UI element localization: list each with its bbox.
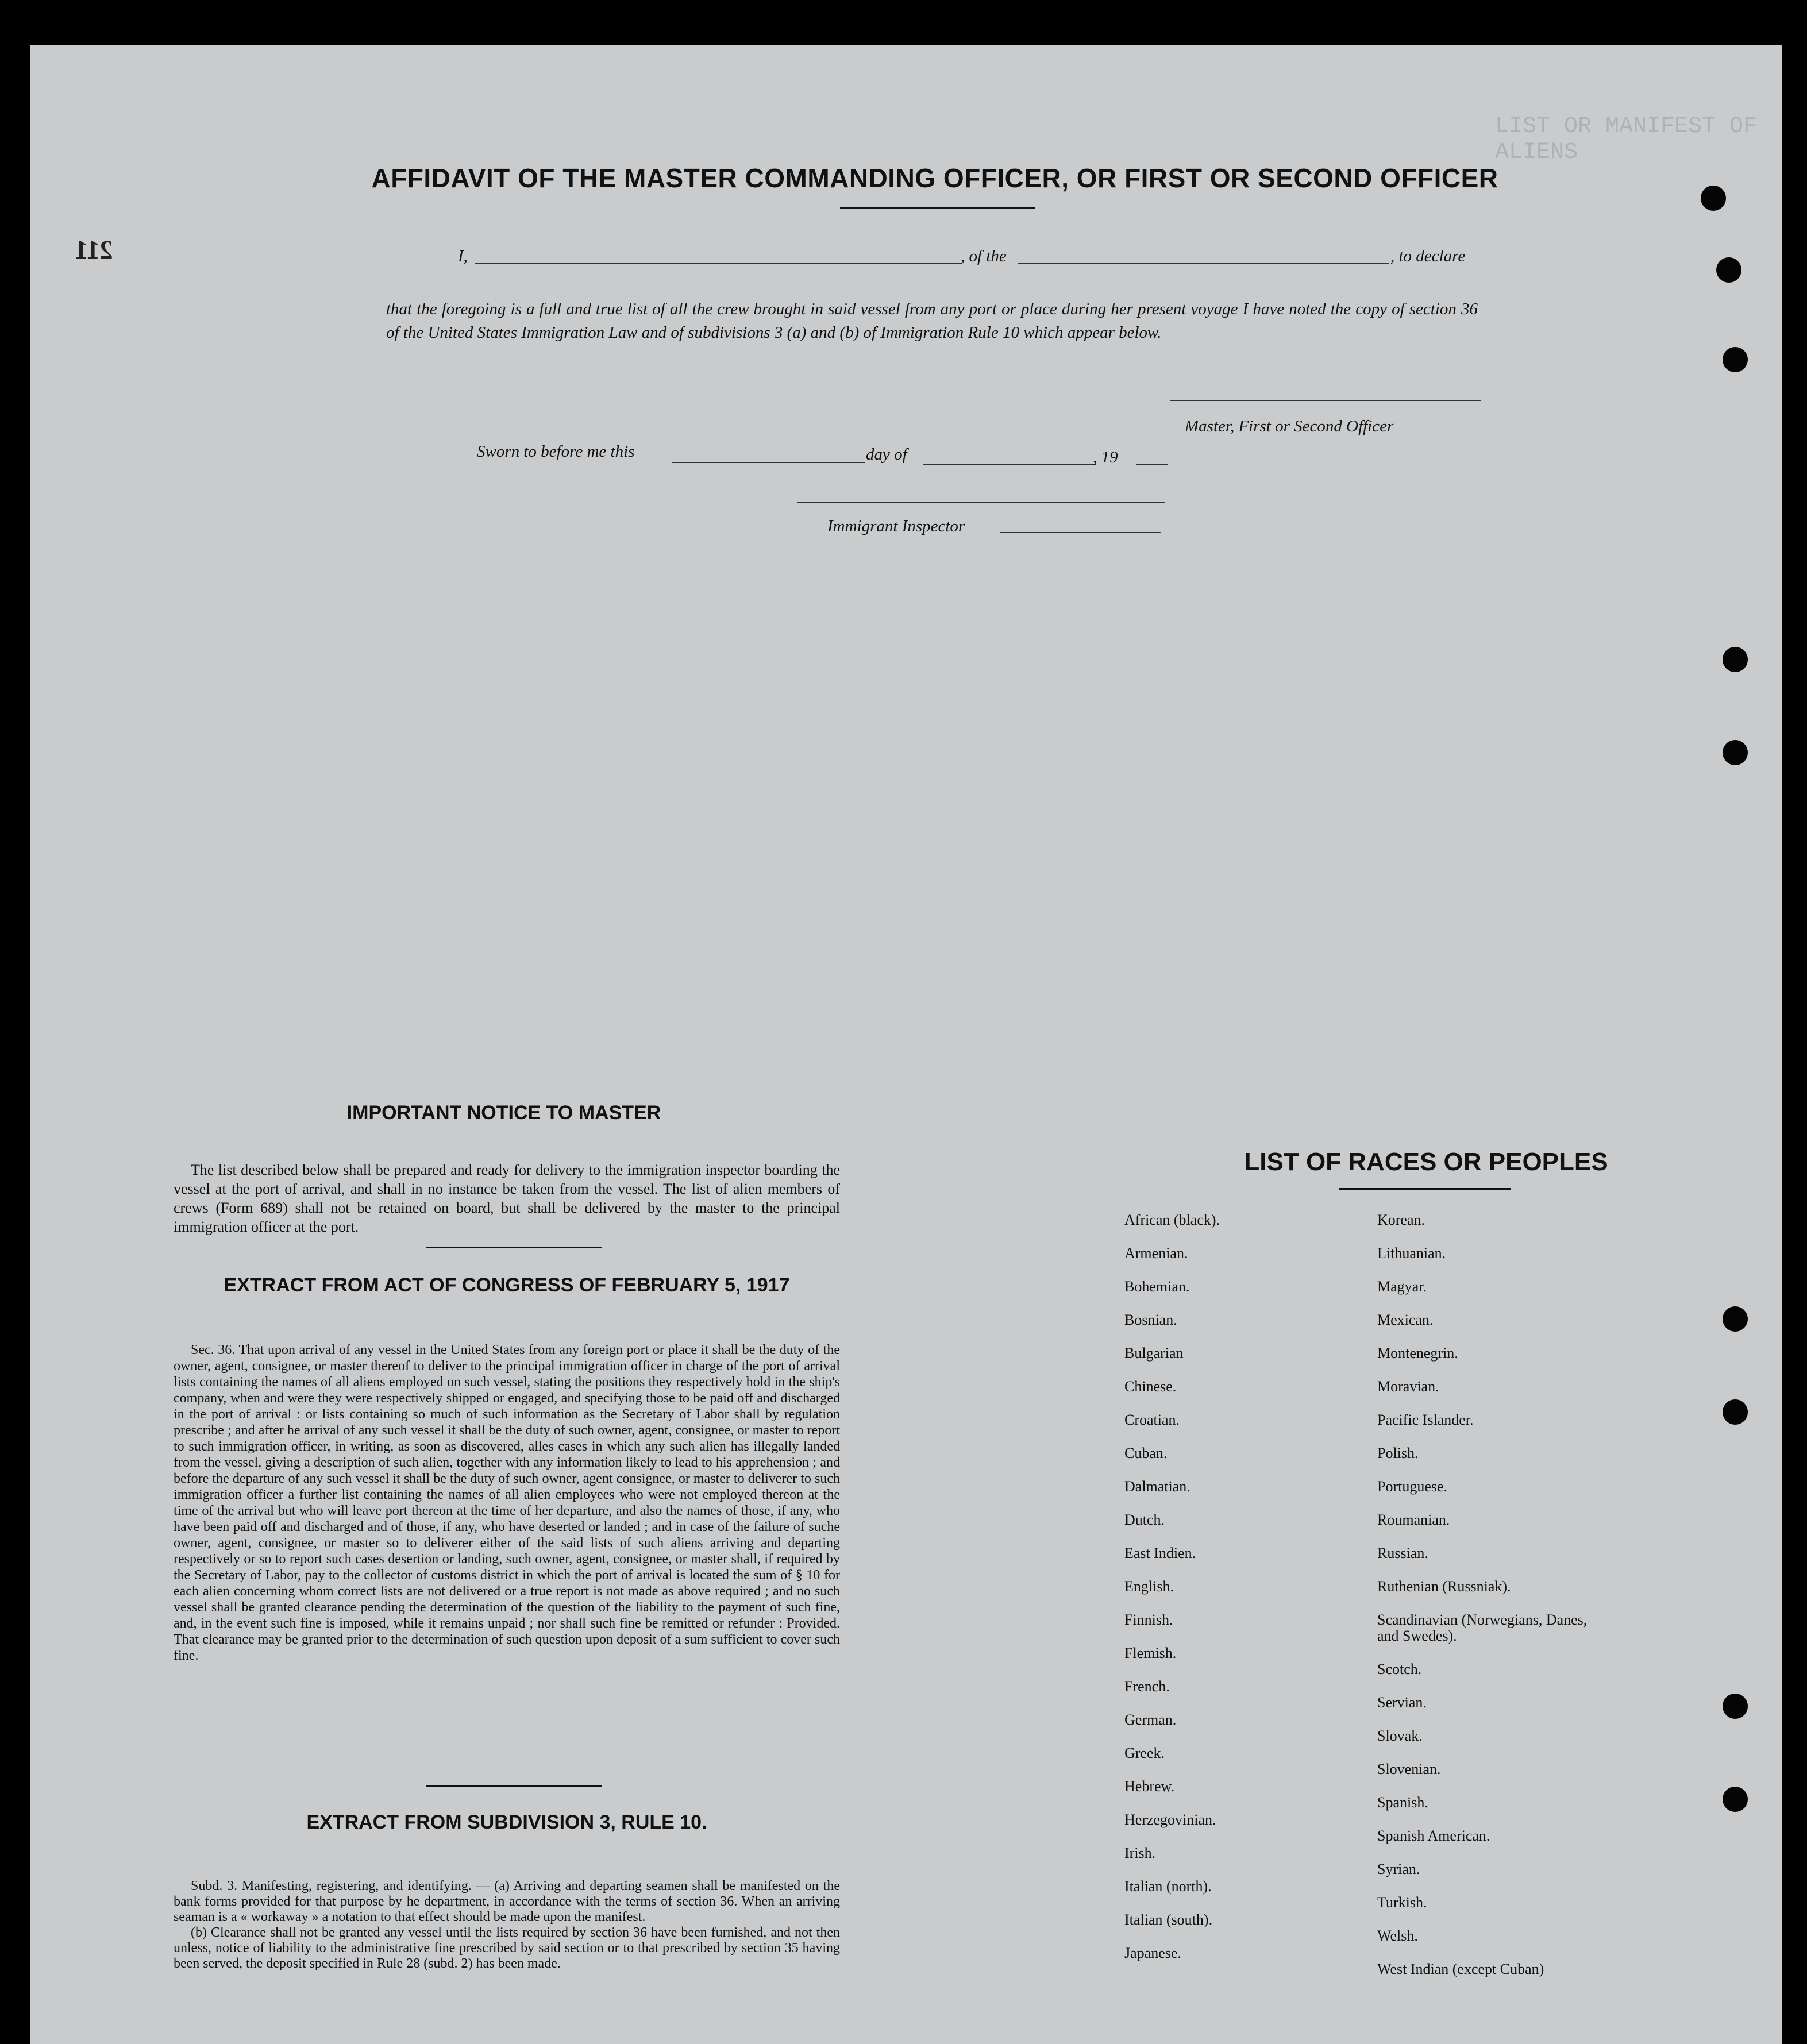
race-item: Irish. [1124,1845,1156,1861]
day-of-label: day of [866,445,907,464]
binder-hole [1723,1787,1748,1812]
race-item: Flemish. [1124,1645,1177,1661]
race-item: Finnish. [1124,1611,1173,1628]
rule-paragraph-b: (b) Clearance shall not be granted any vessel until the lists required by section 36 have been furnished, and not then unless, notice of liability to the administrative fine prescribed by said section or to that prescribed by section 35 having been served, the deposit specified in Rule 28 (subd. 2) has been made. [174,1925,840,1971]
rule-text [174,1879,840,1972]
race-item: Turkish. [1377,1894,1427,1911]
binder-hole [1723,740,1748,765]
race-item: Moravian. [1377,1378,1439,1395]
race-item: German. [1124,1711,1177,1728]
race-item: Mexican. [1377,1312,1434,1328]
race-item: Ruthenian (Russniak). [1377,1578,1511,1595]
race-item: West Indian (except Cuban) [1377,1961,1544,1977]
race-item: Roumanian. [1377,1511,1450,1528]
races-heading: LIST OF RACES OR PEOPLES [1244,1148,1608,1176]
race-item: Magyar. [1377,1278,1427,1295]
affidavit-body: that the foregoing is a full and true list of all the crew brought in said vessel from any port or place during her present voyage I have noted the copy of section 36 of the United States Immigration Law and of subdivisions 3 (a) and (b) of Immigration Rule 10 which appear below. [386,300,1478,342]
race-item: Korean. [1377,1212,1425,1228]
inspector-label: Immigrant Inspector [827,517,965,535]
inspector-name-field[interactable] [1000,532,1161,533]
inspector-signature-field[interactable] [797,502,1165,503]
race-item: French. [1124,1678,1170,1695]
bleed-through-text: LIST OR MANIFEST OF ALIENS [1495,114,1758,165]
rule-paragraph-a: Subd. 3. Manifesting, registering, and identifying. — (a) Arriving and departing seamen shall be manifested on the bank forms provided for that purpose by he department, in accordance with the terms of section 36. When an arriving seaman is a « workaway » a notation to that effect should be made upon the manifest. [174,1879,840,1925]
name-field[interactable] [475,263,961,264]
race-item: Bosnian. [1124,1312,1177,1328]
race-item: Hebrew. [1124,1778,1175,1795]
vessel-field[interactable] [1018,263,1389,264]
race-item: Italian (north). [1124,1878,1212,1895]
race-item: Montenegrin. [1377,1345,1458,1362]
affidavit-title: AFFIDAVIT OF THE MASTER COMMANDING OFFICER, OR FIRST OR SECOND OFFICER [371,163,1498,193]
race-item: Welsh. [1377,1927,1418,1944]
race-item: Croatian. [1124,1411,1180,1428]
margin-mark: 211 [75,235,113,264]
section-divider [426,1247,602,1248]
race-item: Italian (south). [1124,1911,1213,1928]
binder-hole [1723,647,1748,672]
race-item: Armenian. [1124,1245,1188,1262]
race-item: Bohemian. [1124,1278,1190,1295]
race-item: Syrian. [1377,1861,1420,1877]
section-divider [426,1785,602,1787]
races-rule [1339,1188,1511,1190]
race-item: Cuban. [1124,1445,1168,1461]
race-item: Slovak. [1377,1727,1423,1744]
binder-hole [1716,257,1741,283]
affidavit-of-the-label: , of the [961,247,1007,265]
race-item: Dutch. [1124,1511,1165,1528]
race-item: Scandinavian (Norwegians, Danes, and Swedes). [1377,1611,1588,1644]
race-item: Dalmatian. [1124,1478,1190,1495]
document-page [30,45,1782,2044]
race-item: Lithuanian. [1377,1245,1446,1262]
race-item: English. [1124,1578,1174,1595]
race-item: Russian. [1377,1545,1428,1561]
race-item: Herzegovinian. [1124,1811,1216,1828]
race-item: Slovenian. [1377,1761,1441,1777]
act-heading: EXTRACT FROM ACT OF CONGRESS OF FEBRUARY 5, 1917 [224,1274,790,1296]
race-item: Spanish American. [1377,1827,1490,1844]
race-item: Japanese. [1124,1945,1181,1961]
race-item: Spanish. [1377,1794,1428,1811]
sworn-month-field[interactable] [923,464,1096,465]
act-text: Sec. 36. That upon arrival of any vessel in the United States from any foreign port or place it shall be the duty of the owner, agent, consignee, or master thereof to deliver to the principal immigration officer in charge of the port of arrival lists containing the names of all aliens employed on such vessel, stating the positions they respectively hold in the ship's company, when and were they were respectively shipped or engaged, and specifying those to be paid off and discharged in the port of arrival : or lists containing so much of such information as the Secretary of Labor shall by regulation prescribe ; and after he arrival of any such vessel it shall be the duty of such owner, agent, consignee, or master to report to such immigration officer, in writing, as soon as discovered, alles cases in which any such alien has illegally landed from the vessel, giving a description of such alien, together with any information likely to lead to his apprehension ; and before the departure of any such vessel it shall be the duty of such owner, agent consignee, or master to deliverer to such immigration officer a further list containing the names of all alien employees who were not employed thereon at the time of the arrival but who will leave port thereon at the time of her departure, and also the names of those, if any, who have been paid off and discharged and of those, if any, who have deserted or landed ; and in case of the failure of suche owner, agent, consignee, or master so to deliverer either of the said lists of such aliens arriving and departing respectively or so to report such cases desertion or landing, such owner, agent, consignee, or master shall, if required by the Secretary of Labor, pay to the collector of customs district in which the port of arrival is located the sum of § 10 for each alien concerning whom correct lists are not delivered or a true report is not made as above required ; and no such vessel shall be granted clearance pending the determination of the question of the liability to the payment of such fine, and, in the event such fine is imposed, while it remains unpaid ; nor shall such fine be remitted or refunder : Provided. That clearance may be granted prior to the determination of such question upon deposit of a sum sufficient to cover such fine. [174,1343,840,1663]
binder-hole [1723,1306,1748,1332]
race-item: Polish. [1377,1445,1419,1461]
race-item: Pacific Islander. [1377,1411,1474,1428]
races-column-2 [1377,1212,1630,1995]
races-column-1 [1124,1212,1366,1979]
binder-hole [1723,347,1748,372]
rule-heading: EXTRACT FROM SUBDIVISION 3, RULE 10. [306,1811,707,1833]
sworn-day-field[interactable] [672,462,865,463]
notice-heading: IMPORTANT NOTICE TO MASTER [346,1102,661,1124]
race-item: Scotch. [1377,1661,1422,1677]
affidavit-declare-label: , to declare [1390,247,1466,265]
year-label: , 19 [1093,448,1118,466]
sworn-year-field[interactable] [1136,464,1168,465]
race-item: African (black). [1124,1212,1220,1228]
binder-hole [1723,1399,1748,1425]
binder-hole [1701,186,1726,211]
master-signature-field[interactable] [1170,400,1481,401]
master-signature-label: Master, First or Second Officer [1185,417,1394,435]
title-rule [840,207,1035,209]
race-item: East Indien. [1124,1545,1196,1561]
race-item: Bulgarian [1124,1345,1184,1362]
race-item: Chinese. [1124,1378,1177,1395]
notice-text: The list described below shall be prepared and ready for delivery to the immigration inspector boarding the vessel at the port of arrival, and shall in no instance be taken from the vessel. The list of alien members of crews (Form 689) shall not be retained on board, but shall be delivered by the master to the principal immigration officer at the port. [174,1162,840,1235]
sworn-label: Sworn to before me this [477,442,635,461]
binder-hole [1723,1694,1748,1719]
race-item: Greek. [1124,1745,1165,1761]
race-item: Servian. [1377,1694,1427,1711]
race-item: Portuguese. [1377,1478,1448,1495]
affidavit-i-label: I, [458,247,468,265]
